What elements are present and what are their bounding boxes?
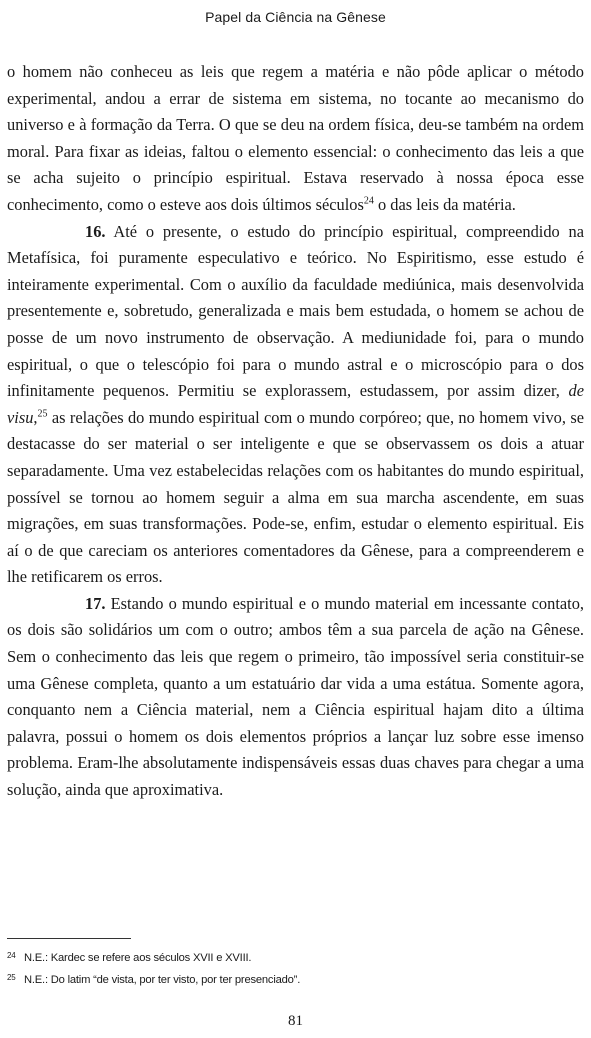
latin-phrase: de visu (7, 381, 584, 427)
footnote-ref-25[interactable]: 25 (37, 408, 48, 420)
paragraph-1-text-b: o das leis da matéria. (373, 194, 516, 214)
paragraph-16-text-b: as relações do mundo espiritual com o mundo corpóreo; que, no homem vivo, se destacasse do ser material o ser inteligente e que se observassem os dois a atuar separadamente. Uma vez estabelecidas relações com os habitantes do mundo espiritual, possível se tornou ao homem seguir a alma em sua marcha ascendente, em suas migrações, em suas transformações. Pode-se, enfim, estudar o elemento espiritual. Eis aí o de que careciam os anteriores comentadores da Gênese, para a compreenderem e lhe retificarem os erros. (7, 407, 584, 587)
footnote-divider (7, 938, 131, 939)
page-number: 81 (288, 1013, 303, 1029)
section-number-17: 17. (85, 593, 106, 613)
main-text (7, 59, 584, 804)
paragraph-17 (7, 591, 584, 804)
paragraph-1 (7, 59, 584, 219)
running-head: Papel da Ciência na Gênese (205, 9, 386, 25)
footnote-24 (7, 947, 584, 969)
footnote-25 (7, 969, 584, 991)
paragraph-16-text-a: Até o presente, o estudo do princípio espiritual, compreendido na Metafísica, foi puramente especulativo e teórico. No Espiritismo, esse estudo é inteiramente experimental. Com o auxílio da faculdade mediúnica, mais desenvolvida presentemente e, sobretudo, generalizada e mais bem estudada, o homem se achou de posse de um novo instrumento de observação. A mediunidade foi, para o mundo espiritual, o que o telescópio foi para o mundo astral e o microscópio para o dos infinitamente pequenos. Permitiu se explorassem, estudassem, por assim dizer, (7, 221, 584, 401)
footnote-ref-24[interactable]: 24 (363, 195, 374, 207)
paragraph-1-text-a: o homem não conheceu as leis que regem a matéria e não pôde aplicar o método experimental, andou a errar de sistema em sistema, no tocante ao mecanismo do universo e à formação da Terra. O que se deu na ordem física, deu-se também na ordem moral. Para fixar as ideias, faltou o elemento essencial: o conhecimento das leis a que se acha sujeito o princípio espiritual. Estava reservado à nossa época esse conhecimento, como o esteve aos dois últimos séculos (7, 62, 584, 214)
paragraph-16-comma: , (33, 407, 38, 427)
footnotes (7, 947, 584, 991)
paragraph-16 (7, 219, 584, 591)
paragraph-17-text: Estando o mundo espiritual e o mundo material em incessante contato, os dois são solidários um com o outro; ambos têm a sua parcela de ação na Gênese. Sem o conhecimento das leis que regem o primeiro, tão impossível seria constituir-se uma Gênese completa, quanto a um estatuário dar vida a uma estátua. Somente agora, conquanto nem a Ciência material, nem a Ciência espiritual hajam dito a última palavra, possui o homem os dois elementos próprios a lançar luz sobre esse imenso problema. Eram-lhe absolutamente indispensáveis essas duas chaves para chegar a uma solução, ainda que aproximativa. (7, 593, 584, 800)
footnote-text: N.E.: Do latim “de vista, por ter visto, por ter presenciado”. (24, 974, 301, 986)
footnote-number: 24 (7, 951, 16, 960)
section-number-16: 16. (85, 221, 106, 241)
footnote-text: N.E.: Kardec se refere aos séculos XVII e XVIII. (24, 952, 252, 964)
footnote-number: 25 (7, 973, 16, 982)
